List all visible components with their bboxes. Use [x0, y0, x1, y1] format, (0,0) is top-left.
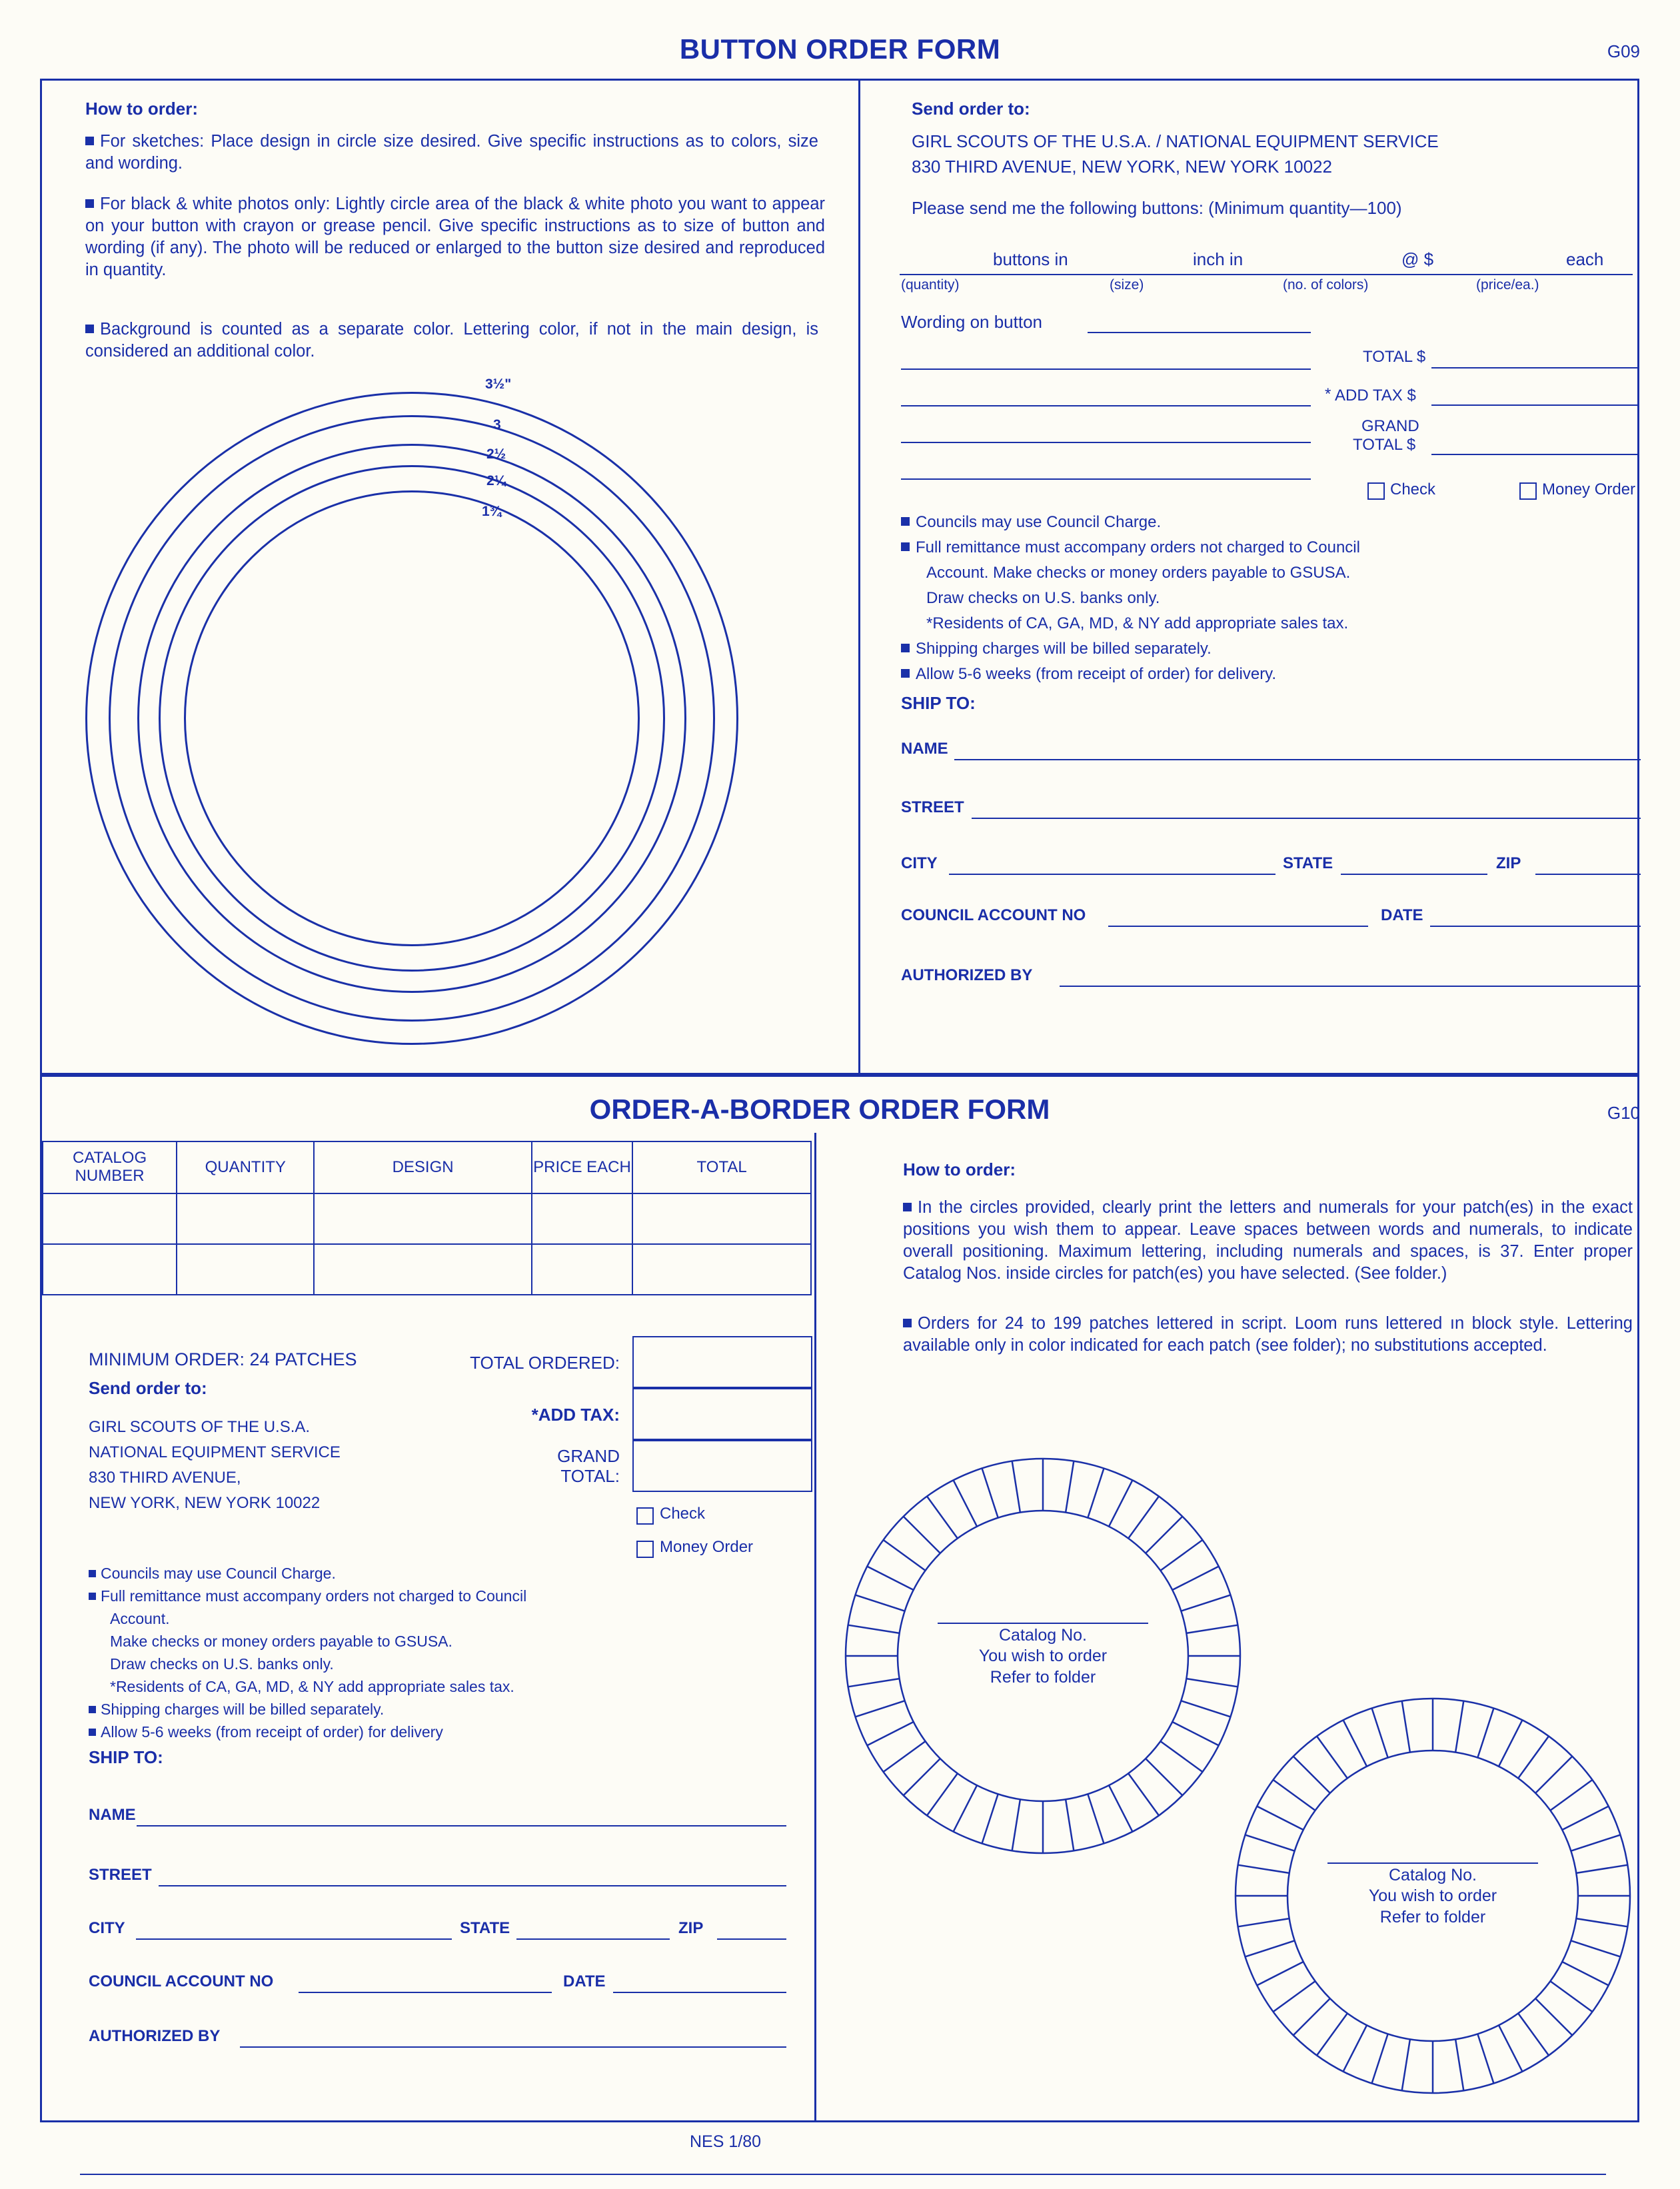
label-total-ordered: TOTAL ORDERED:	[470, 1353, 620, 1373]
authorized-by-input-line[interactable]	[1060, 985, 1641, 987]
sublabel-quantity: (quantity)	[901, 277, 960, 293]
cell-catalog-number[interactable]	[43, 1193, 177, 1244]
square-bullet-icon	[903, 1319, 912, 1327]
square-bullet-icon	[89, 1570, 96, 1577]
border-address-3: 830 THIRD AVENUE,	[89, 1469, 241, 1487]
border-label-city: CITY	[89, 1919, 125, 1937]
button-bullet-1-text: For sketches: Place design in circle size desired. Give specific instructions as to colors, size and wording.	[85, 132, 818, 173]
button-bullet-2	[85, 193, 825, 282]
minimum-order-text: MINIMUM ORDER: 24 PATCHES	[89, 1349, 357, 1369]
add-tax-input-line[interactable]	[1431, 404, 1638, 406]
label-check: Check	[1390, 480, 1436, 498]
border-label-state: STATE	[460, 1919, 510, 1937]
button-bullet-2-text: For black & white photos only: Lightly circle area of the black & white photo you want to appear on your button with crayon or grease pencil. Give specific instructions as to size of button and wording (if any). The photo will be reduced or enlarged to the button size desired and reproduced in quantity.	[85, 195, 825, 280]
button-note-6-text: Shipping charges will be billed separately.	[916, 640, 1212, 658]
wording-input-line-5[interactable]	[901, 478, 1311, 480]
bottom-rule	[80, 2174, 1606, 2175]
border-note-8	[89, 1723, 443, 1741]
add-tax-star: *	[1325, 385, 1331, 403]
cell-design[interactable]	[314, 1244, 531, 1295]
cell-quantity[interactable]	[177, 1244, 314, 1295]
button-note-7	[901, 665, 1276, 684]
label-money-order: Money Order	[1542, 480, 1636, 498]
border-authorized-by-input-line[interactable]	[240, 2046, 786, 2048]
check-checkbox[interactable]	[1367, 482, 1385, 500]
border-zip-input-line[interactable]	[717, 1938, 786, 1940]
button-please-send-text: Please send me the following buttons: (Minimum quantity—100)	[912, 198, 1402, 218]
button-form-column-divider	[858, 79, 860, 1075]
button-size-circles-diagram	[85, 376, 752, 1040]
label-authorized-by: AUTHORIZED BY	[901, 966, 1033, 984]
border-label-authorized-by: AUTHORIZED BY	[89, 2027, 221, 2045]
border-label-name: NAME	[89, 1806, 136, 1824]
ring-2-caption-line-1: Catalog No.	[1327, 1862, 1538, 1886]
border-send-order-to-heading: Send order to:	[89, 1378, 207, 1398]
border-council-account-input-line[interactable]	[299, 1991, 552, 1993]
border-address-4: NEW YORK, NEW YORK 10022	[89, 1494, 321, 1512]
cell-total[interactable]	[632, 1244, 811, 1295]
button-address-line-1: GIRL SCOUTS OF THE U.S.A. / NATIONAL EQUIPMENT SERVICE	[912, 131, 1439, 151]
circle-label-3: 3	[493, 417, 501, 432]
cell-quantity[interactable]	[177, 1193, 314, 1244]
button-note-1-text: Councils may use Council Charge.	[916, 513, 1162, 531]
sublabel-price: (price/ea.)	[1476, 277, 1539, 293]
square-bullet-icon	[85, 325, 94, 333]
border-bullet-1-text: In the circles provided, clearly print the letters and numerals for your patch(es) in the exact positions you wish them to appear. Leave spaces between words and numerals, to indicate overall positioning. Maximum lettering, including numerals and spaces, is 37. Enter proper Catalog Nos. inside circles for patch(es) you have selected. (See folder.)	[903, 1198, 1633, 1283]
table-row[interactable]	[43, 1193, 811, 1244]
ring-2-caption-line-2: You wish to order	[1368, 1886, 1497, 1906]
label-each: each	[1566, 249, 1604, 269]
zip-input-line[interactable]	[1535, 873, 1641, 875]
border-city-input-line[interactable]	[136, 1938, 452, 1940]
total-input-line[interactable]	[1431, 366, 1638, 368]
button-note-6	[901, 640, 1212, 658]
sublabel-size: (size)	[1110, 277, 1144, 293]
table-header-row	[43, 1141, 811, 1193]
border-label-date: DATE	[563, 1972, 606, 1990]
button-note-3: Account. Make checks or money orders payable to GSUSA.	[926, 564, 1351, 582]
label-add-tax: ADD TAX $	[1335, 386, 1416, 404]
th-price-each: PRICE EACH	[532, 1141, 633, 1193]
label-grand-1: GRAND	[1361, 417, 1419, 435]
label-city: CITY	[901, 854, 938, 872]
button-note-4: Draw checks on U.S. banks only.	[926, 589, 1160, 607]
wording-input-line-2[interactable]	[901, 368, 1311, 370]
border-label-check: Check	[660, 1505, 706, 1523]
ring-1-caption-line-2: You wish to order	[978, 1647, 1108, 1666]
label-add-tax: *ADD TAX:	[531, 1405, 620, 1425]
square-bullet-icon	[901, 517, 910, 526]
cell-total[interactable]	[632, 1193, 811, 1244]
order-a-border-ring-1[interactable]	[843, 1456, 1243, 1856]
date-input-line[interactable]	[1430, 925, 1641, 927]
button-address-line-2: 830 THIRD AVENUE, NEW YORK, NEW YORK 10022	[912, 157, 1332, 177]
circle-label-1-75: 1¾	[482, 504, 502, 519]
button-note-5: *Residents of CA, GA, MD, & NY add appropriate sales tax.	[926, 614, 1349, 632]
square-bullet-icon	[89, 1729, 96, 1736]
button-bullet-3	[85, 319, 818, 363]
square-bullet-icon	[901, 542, 910, 551]
border-date-input-line[interactable]	[613, 1991, 786, 1993]
state-input-line[interactable]	[1341, 873, 1487, 875]
cell-design[interactable]	[314, 1193, 531, 1244]
cell-price-each[interactable]	[532, 1244, 633, 1295]
order-a-border-ring-2[interactable]	[1233, 1696, 1633, 2096]
wording-input-line-4[interactable]	[901, 441, 1311, 443]
border-label-council-account-no: COUNCIL ACCOUNT NO	[89, 1972, 274, 1990]
label-grand-2: TOTAL $	[1353, 436, 1416, 454]
border-note-6: *Residents of CA, GA, MD, & NY add appropriate sales tax.	[110, 1678, 514, 1695]
border-money-order-checkbox[interactable]	[636, 1541, 654, 1558]
label-name: NAME	[901, 740, 948, 758]
button-ship-to-heading: SHIP TO:	[901, 693, 976, 713]
border-note-2-text: Full remittance must accompany orders not charged to Council	[101, 1587, 527, 1605]
border-bullet-1	[903, 1197, 1633, 1285]
grand-total-input-line[interactable]	[1431, 453, 1638, 455]
ring-2-caption	[1327, 1862, 1538, 1928]
border-note-1	[89, 1565, 336, 1583]
button-note-2-text: Full remittance must accompany orders not charged to Council	[916, 538, 1360, 556]
border-state-input-line[interactable]	[516, 1938, 670, 1940]
border-note-7-text: Shipping charges will be billed separately.	[101, 1701, 385, 1718]
button-note-1	[901, 513, 1161, 532]
button-send-order-to-heading: Send order to:	[912, 99, 1030, 119]
sublabel-colors: (no. of colors)	[1283, 277, 1369, 293]
border-note-2	[89, 1587, 526, 1605]
ring-1-caption-line-1: Catalog No.	[938, 1623, 1148, 1646]
square-bullet-icon	[85, 137, 94, 145]
button-bullet-3-text: Background is counted as a separate color. Lettering color, if not in the main design, is considered an additional color.	[85, 320, 818, 361]
th-total: TOTAL	[632, 1141, 811, 1193]
label-grand-2: TOTAL:	[560, 1466, 620, 1486]
order-table	[42, 1141, 812, 1295]
circle-label-2-25: 2¼	[486, 473, 506, 488]
label-street: STREET	[901, 798, 964, 816]
square-bullet-icon	[901, 669, 910, 678]
border-note-3: Account.	[110, 1610, 170, 1627]
th-catalog-number	[43, 1141, 177, 1193]
money-order-checkbox[interactable]	[1519, 482, 1537, 500]
label-buttons-in: buttons in	[993, 249, 1068, 269]
council-account-input-line[interactable]	[1108, 925, 1368, 927]
button-form-title: BUTTON ORDER FORM	[679, 33, 1001, 65]
square-bullet-icon	[85, 199, 94, 208]
border-form-column-divider	[814, 1133, 816, 2122]
border-name-input-line[interactable]	[137, 1824, 786, 1826]
border-note-8-text: Allow 5-6 weeks (from receipt of order) for delivery	[101, 1723, 443, 1741]
name-input-line[interactable]	[954, 758, 1641, 760]
circle-label-3-5: 3½"	[485, 376, 512, 392]
wording-input-line-1[interactable]	[1088, 331, 1311, 333]
square-bullet-icon	[901, 644, 910, 652]
border-label-money-order: Money Order	[660, 1538, 754, 1556]
add-tax-box[interactable]	[632, 1388, 812, 1440]
label-total: TOTAL $	[1363, 348, 1426, 366]
border-label-zip: ZIP	[678, 1919, 704, 1937]
button-bullet-1	[85, 131, 818, 175]
border-bullet-2	[903, 1313, 1633, 1357]
border-check-checkbox[interactable]	[636, 1507, 654, 1525]
wording-input-line-3[interactable]	[901, 404, 1311, 406]
button-how-to-order-heading: How to order:	[85, 99, 198, 119]
border-note-1-text: Councils may use Council Charge.	[101, 1565, 336, 1582]
order-line-rule[interactable]	[900, 273, 1633, 275]
border-note-4: Make checks or money orders payable to GSUSA.	[110, 1633, 452, 1650]
cell-price-each[interactable]	[532, 1193, 633, 1244]
th-quantity: QUANTITY	[177, 1141, 314, 1193]
label-inch-in: inch in	[1193, 249, 1244, 269]
label-wording-on-button: Wording on button	[901, 312, 1042, 332]
border-address-2: NATIONAL EQUIPMENT SERVICE	[89, 1443, 341, 1461]
street-input-line[interactable]	[972, 817, 1641, 819]
square-bullet-icon	[89, 1593, 96, 1600]
border-form-code: G10	[1607, 1103, 1640, 1123]
footer-code: NES 1/80	[690, 2132, 762, 2151]
cell-catalog-number[interactable]	[43, 1244, 177, 1295]
label-state: STATE	[1283, 854, 1333, 872]
border-ship-to-heading: SHIP TO:	[89, 1747, 163, 1767]
ring-2-caption-line-3: Refer to folder	[1379, 1907, 1486, 1926]
square-bullet-icon	[89, 1706, 96, 1713]
square-bullet-icon	[903, 1203, 912, 1211]
border-note-5: Draw checks on U.S. banks only.	[110, 1655, 334, 1673]
label-grand-1: GRAND	[557, 1446, 620, 1466]
th-design: DESIGN	[314, 1141, 531, 1193]
button-form-code: G09	[1607, 41, 1640, 61]
button-note-2	[901, 538, 1360, 557]
button-note-7-text: Allow 5-6 weeks (from receipt of order) for delivery.	[916, 665, 1277, 683]
circle-label-2-5: 2½	[486, 446, 506, 462]
city-input-line[interactable]	[949, 873, 1275, 875]
th-catalog-number-label: CATALOG NUMBER	[72, 1149, 147, 1185]
label-date: DATE	[1381, 906, 1423, 924]
ring-1-caption-line-3: Refer to folder	[990, 1667, 1096, 1687]
grand-total-box[interactable]	[632, 1440, 812, 1492]
border-form-title: ORDER-A-BORDER ORDER FORM	[589, 1094, 1050, 1125]
border-street-input-line[interactable]	[159, 1884, 786, 1886]
label-council-account-no: COUNCIL ACCOUNT NO	[901, 906, 1086, 924]
border-bullet-2-text: Orders for 24 to 199 patches lettered in script. Loom runs lettered ın block style. Lettering available only in color indicated for each patch (see folder); no substitutions accepted.	[903, 1314, 1633, 1355]
circle-1-75-inch	[184, 490, 640, 946]
border-address-1: GIRL SCOUTS OF THE U.S.A.	[89, 1418, 311, 1436]
border-how-to-order-heading: How to order:	[903, 1159, 1016, 1179]
label-at-dollar: @ $	[1401, 249, 1434, 269]
label-zip: ZIP	[1496, 854, 1521, 872]
border-note-7	[89, 1701, 384, 1719]
total-ordered-box[interactable]	[632, 1336, 812, 1388]
table-row[interactable]	[43, 1244, 811, 1295]
ring-1-caption	[938, 1623, 1148, 1688]
border-label-street: STREET	[89, 1866, 152, 1884]
